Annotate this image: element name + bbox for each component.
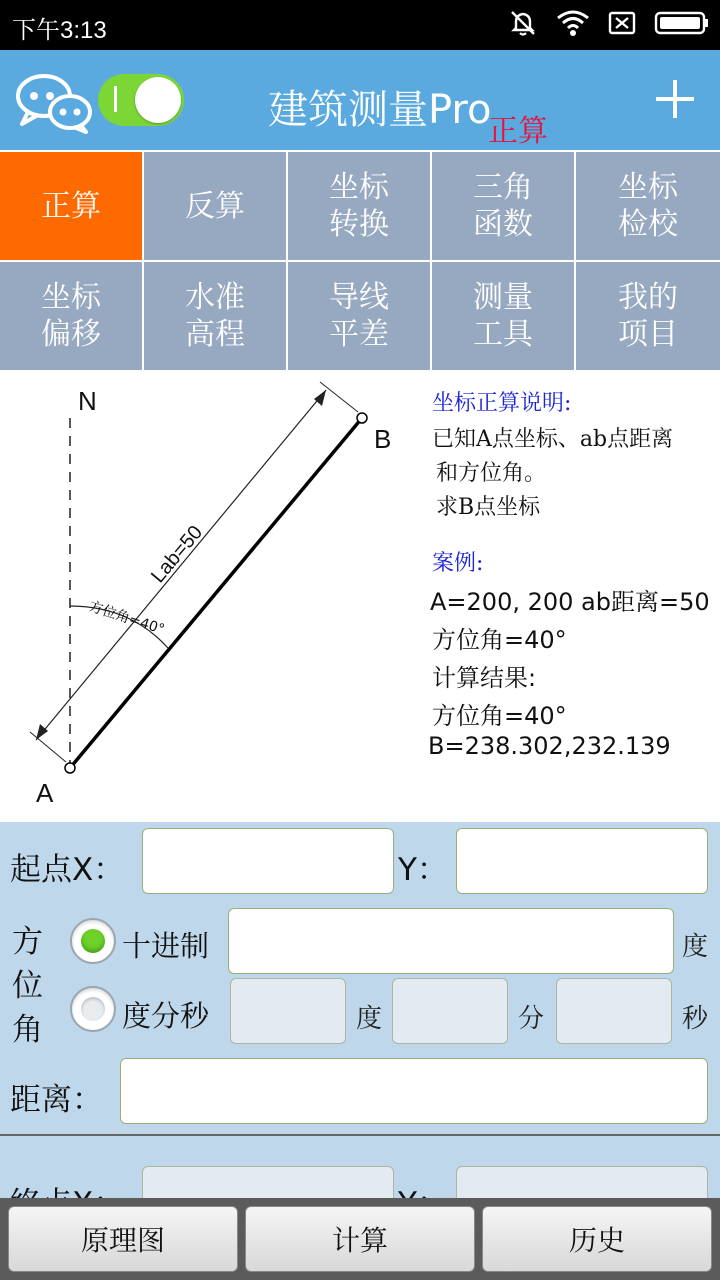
minute-input[interactable] xyxy=(392,978,508,1044)
point-b-marker xyxy=(357,413,367,423)
case-title: 案例: xyxy=(432,551,484,576)
case-line-3: 计算结果: xyxy=(432,664,537,692)
form-divider xyxy=(0,1134,720,1136)
decimal-option-label[interactable]: 十进制 xyxy=(122,929,210,963)
grid-item-forward[interactable]: 正算 xyxy=(0,152,142,260)
start-x-input[interactable] xyxy=(142,828,394,894)
grid-item-coord-check[interactable]: 坐标 检校 xyxy=(576,152,720,260)
distance-label: 距离： xyxy=(10,1082,103,1118)
sec-label: 秒 xyxy=(682,1004,709,1034)
mode-toggle[interactable] xyxy=(98,74,184,126)
grid-item-my-projects[interactable]: 我的 项目 xyxy=(576,262,720,370)
toggle-knob xyxy=(135,77,181,123)
wechat-icon[interactable] xyxy=(14,72,94,132)
diagram-svg xyxy=(0,370,420,822)
principle-diagram xyxy=(0,370,720,822)
input-form xyxy=(0,822,720,1198)
status-time: 下午3:13 xyxy=(12,17,107,44)
function-grid xyxy=(0,150,720,370)
north-label: N xyxy=(78,386,97,416)
diagram-button[interactable]: 原理图 xyxy=(8,1206,238,1272)
start-x-label: 起点X： xyxy=(10,852,125,888)
wifi-icon xyxy=(556,9,590,37)
grid-item-inverse[interactable]: 反算 xyxy=(144,152,286,260)
app-header xyxy=(0,50,720,150)
degree-unit-label: 度 xyxy=(682,932,709,962)
distance-input[interactable] xyxy=(120,1058,708,1124)
grid-item-coord-offset[interactable]: 坐标 偏移 xyxy=(0,262,142,370)
arrow-a xyxy=(36,724,48,740)
dms-option-label[interactable]: 度分秒 xyxy=(122,999,210,1033)
add-icon[interactable] xyxy=(654,78,696,120)
grid-item-tools[interactable]: 测量 工具 xyxy=(432,262,574,370)
dms-radio[interactable] xyxy=(70,986,116,1032)
second-input[interactable] xyxy=(556,978,672,1044)
point-a-marker xyxy=(65,763,75,773)
page-title: 建筑测量Pro xyxy=(268,87,492,133)
distance-label: Lab=50 xyxy=(146,521,208,588)
calculate-button[interactable]: 计算 xyxy=(245,1206,475,1272)
case-line-1: A=200, 200 ab距离=50 xyxy=(430,588,710,616)
min-label: 分 xyxy=(518,1004,545,1034)
desc-line-1: 已知A点坐标、ab点距离 xyxy=(432,427,674,452)
point-a-label: A xyxy=(36,778,54,808)
case-line-5: B=238.302,232.139 xyxy=(428,732,671,760)
degree-input[interactable] xyxy=(230,978,346,1044)
battery-icon xyxy=(654,11,710,35)
case-line-4: 方位角=40° xyxy=(432,702,567,730)
dimension-tick-a xyxy=(30,732,66,762)
status-bar xyxy=(0,0,720,50)
azimuth-label-2: 位 xyxy=(12,968,43,1004)
page-subtitle: 正算 xyxy=(488,114,548,149)
grid-item-level[interactable]: 水准 高程 xyxy=(144,262,286,370)
angle-label: 方位角=40° xyxy=(86,598,167,639)
line-ab xyxy=(70,418,362,768)
grid-item-trig[interactable]: 三角 函数 xyxy=(432,152,574,260)
start-y-input[interactable] xyxy=(456,828,708,894)
decimal-radio[interactable] xyxy=(70,918,116,964)
status-icons xyxy=(508,8,710,38)
azimuth-decimal-input[interactable] xyxy=(228,908,674,974)
desc-title: 坐标正算说明: xyxy=(432,391,572,416)
deg-label: 度 xyxy=(356,1004,383,1034)
case-line-2: 方位角=40° xyxy=(432,626,567,654)
grid-item-traverse[interactable]: 导线 平差 xyxy=(288,262,430,370)
start-y-label: Y： xyxy=(398,852,448,888)
arrow-b xyxy=(314,390,326,406)
mute-icon xyxy=(508,8,538,38)
no-sim-icon xyxy=(608,11,636,35)
toggle-mark xyxy=(114,86,117,112)
desc-line-3: 求B点坐标 xyxy=(436,495,541,520)
dimension-tick-b xyxy=(320,382,358,412)
azimuth-label-1: 方 xyxy=(12,924,43,960)
grid-item-coord-transform[interactable]: 坐标 转换 xyxy=(288,152,430,260)
bottom-bar xyxy=(0,1198,720,1280)
decimal-radio-dot xyxy=(81,929,105,953)
azimuth-label-3: 角 xyxy=(12,1012,43,1048)
dms-radio-dot xyxy=(81,997,105,1021)
desc-line-2: 和方位角。 xyxy=(436,461,547,486)
history-button[interactable]: 历史 xyxy=(482,1206,712,1272)
point-b-label: B xyxy=(374,424,392,454)
